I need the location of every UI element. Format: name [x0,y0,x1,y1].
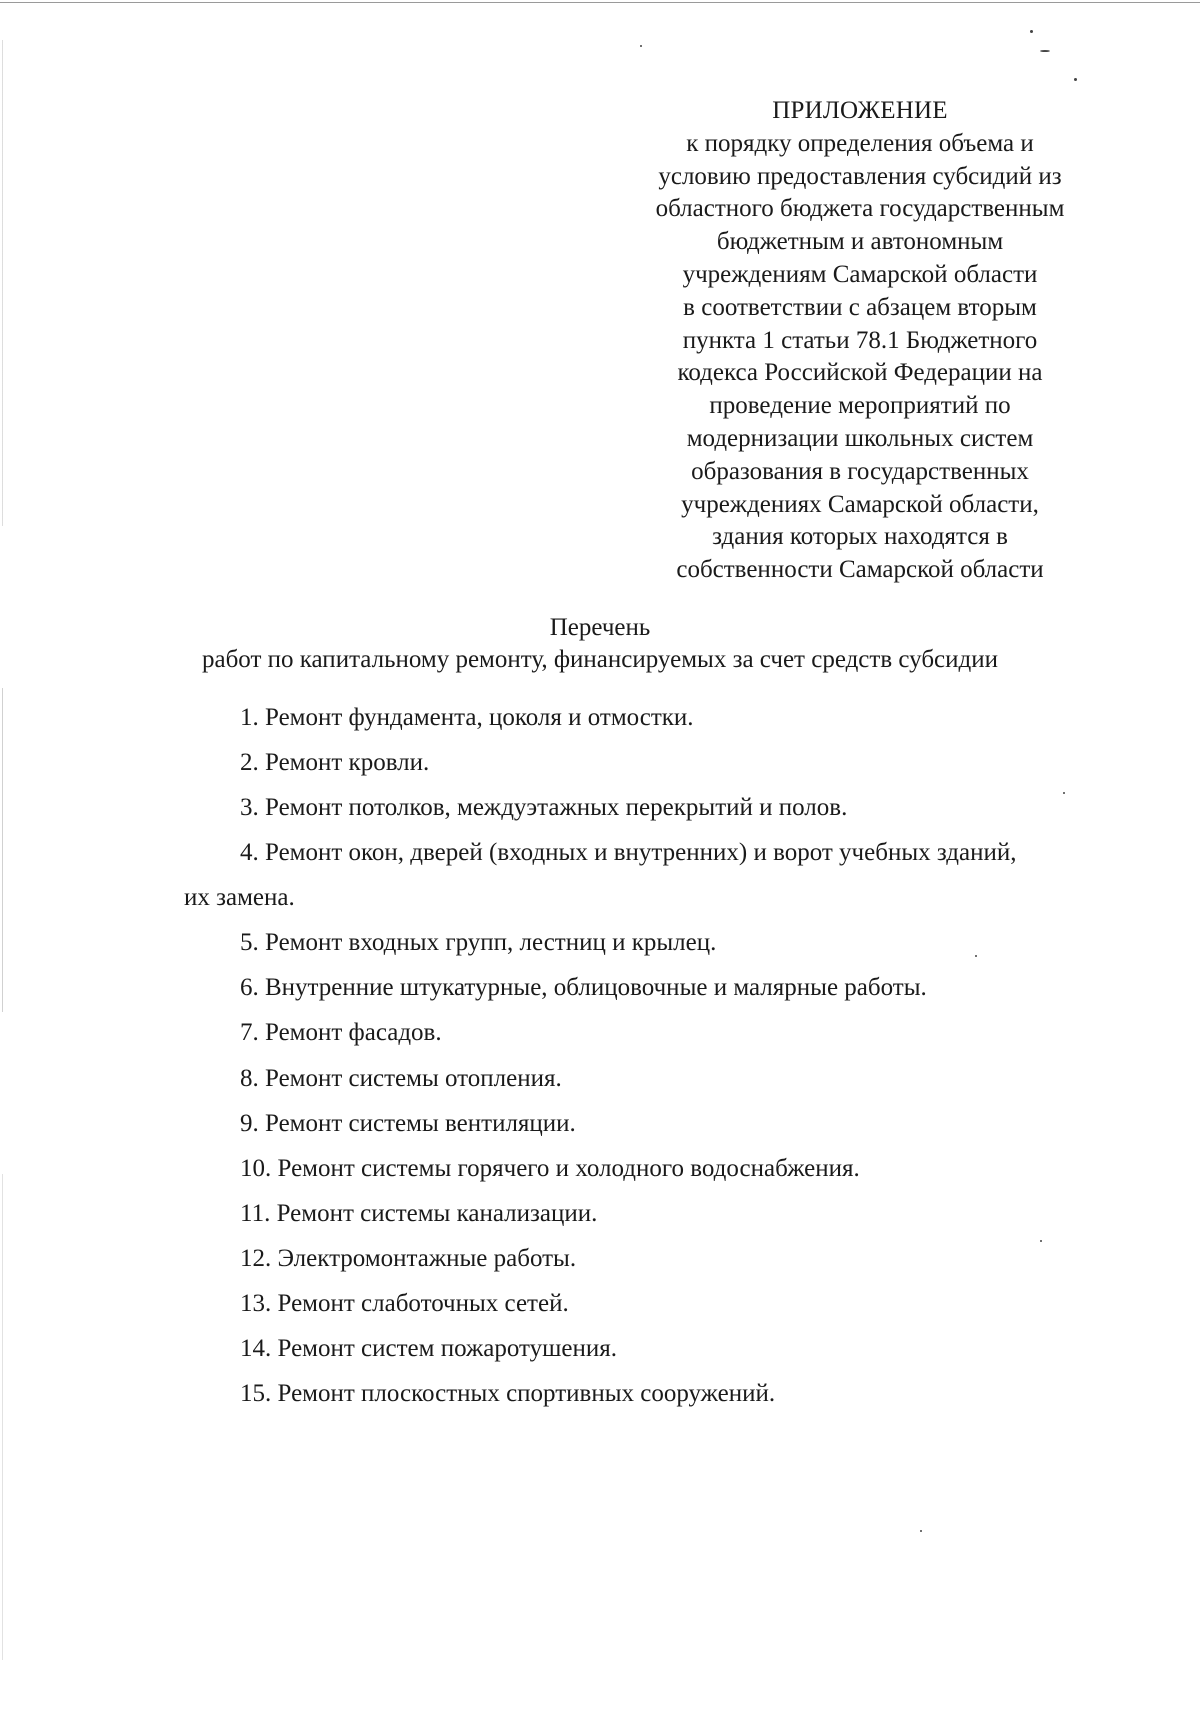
list-item-continuation: их замена. [184,884,295,911]
list-item: 11. Ремонт системы канализации. [240,1200,598,1227]
list-title: Перечень [549,614,651,641]
list-heading [0,612,1200,676]
appendix-line: модернизации школьных систем [686,424,1034,452]
appendix-line: проведение мероприятий по [709,392,1011,420]
scan-speck [975,955,977,957]
appendix-line: учреждениях Самарской области, [681,490,1039,518]
list-item: 15. Ремонт плоскостных спортивных сооружений. [240,1380,776,1407]
list-item: 2. Ремонт кровли. [240,749,430,776]
list-item: 10. Ремонт системы горячего и холодного водоснабжения. [240,1155,860,1182]
list-item: 3. Ремонт потолков, междуэтажных перекрытий и полов. [240,794,848,821]
appendix-line: в соответствии с абзацем вторым [683,293,1037,321]
appendix-line: пункта 1 статьи 78.1 Бюджетного [682,326,1038,354]
scan-speck [1074,78,1077,81]
scan-edge-top [0,2,1200,3]
appendix-line: образования в государственных [691,457,1029,485]
list-item: 14. Ремонт систем пожаротушения. [240,1335,617,1362]
appendix-line: бюджетным и автономным [716,228,1004,256]
list-item: 9. Ремонт системы вентиляции. [240,1110,576,1137]
appendix-line: здания которых находятся в [712,523,1008,551]
list-item: 12. Электромонтажные работы. [240,1245,577,1272]
appendix-header [620,95,1100,587]
list-item: 4. Ремонт окон, дверей (входных и внутренних) и ворот учебных зданий, [240,839,1017,866]
appendix-line: областного бюджета государственным [655,195,1065,223]
appendix-title: ПРИЛОЖЕНИЕ [772,97,948,124]
scan-speck [1040,1240,1042,1242]
appendix-line: условию предоставления субсидий из [658,162,1062,190]
scan-speck [1030,30,1033,33]
appendix-line: собственности Самарской области [676,556,1044,584]
list-item: 1. Ремонт фундамента, цоколя и отмостки. [240,704,694,731]
list-item: 5. Ремонт входных групп, лестниц и крылец. [240,929,717,956]
appendix-line: кодекса Российской Федерации на [677,359,1043,387]
appendix-line: учреждениям Самарской области [682,260,1038,288]
appendix-line: к порядку определения объема и [686,129,1034,157]
scan-speck [640,45,642,47]
scan-edge-left [2,40,3,1660]
list-item: 13. Ремонт слаботочных сетей. [240,1290,569,1317]
scan-speck [920,1530,922,1532]
scan-speck [1040,50,1050,52]
list-subtitle: работ по капитальному ремонту, финансируемых за счет средств субсидии [201,646,998,673]
list-item: 7. Ремонт фасадов. [240,1019,442,1046]
scan-speck [1063,792,1065,794]
list-item: 6. Внутренние штукатурные, облицовочные и малярные работы. [240,974,927,1001]
list-item: 8. Ремонт системы отопления. [240,1065,562,1092]
